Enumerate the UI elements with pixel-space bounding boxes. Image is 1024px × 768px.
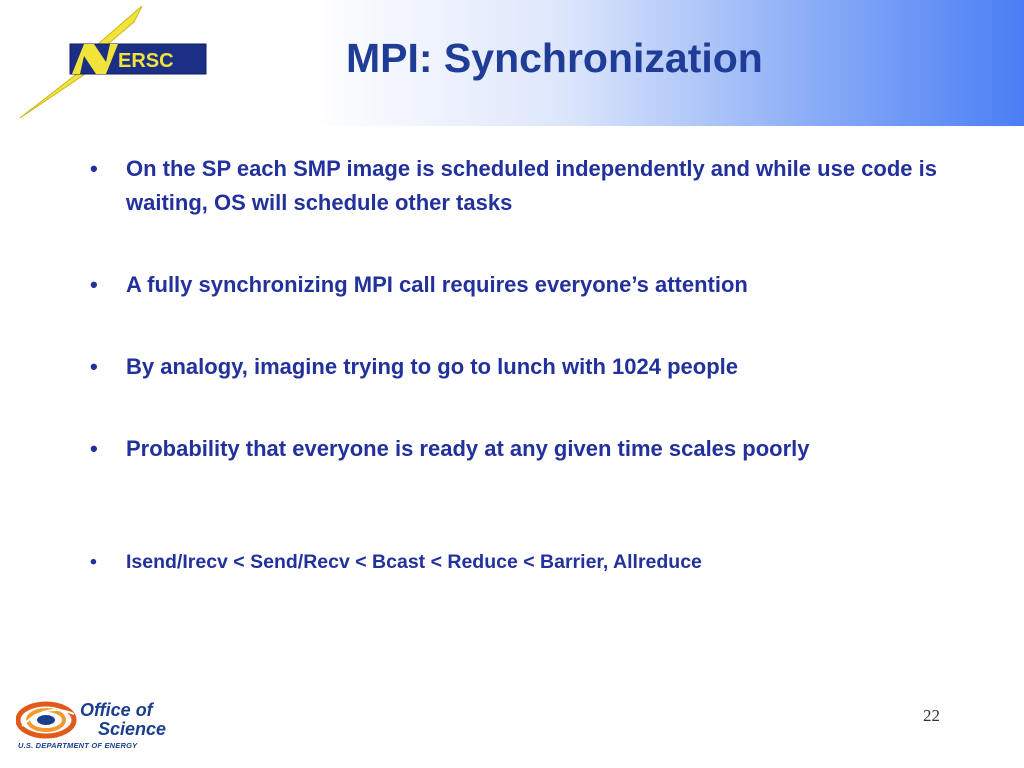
bullet-item [90,547,950,577]
office-of-label: Office of [80,700,153,720]
office-of-science-logo [16,700,176,752]
nersc-logo-text: ERSC [118,50,174,72]
bullet-item [90,152,950,220]
bullet-text: By analogy, imagine trying to go to lunch with 1024 people [126,354,739,379]
bullet-text: A fully synchronizing MPI call requires everyone’s attention [126,272,748,297]
bullet-item [90,350,950,384]
science-label: Science [98,719,167,739]
page-number: 22 [923,706,940,725]
bullet-text: Isend/Irecv < Send/Recv < Bcast < Reduce < Barrier, Allreduce [126,551,702,573]
bullet-dot: • [90,156,98,181]
department-label: U.S. DEPARTMENT OF ENERGY [18,741,138,750]
bullet-dot: • [90,551,97,573]
bullet-item [90,268,950,302]
bullet-item [90,432,950,466]
bullet-dot: • [90,272,98,297]
bullet-text: Probability that everyone is ready at any given time scales poorly [126,436,810,461]
slide-title: MPI: Synchronization [346,35,763,81]
bullet-dot: • [90,436,98,461]
bullet-dot: • [90,354,98,379]
doe-swirl-icon [16,700,80,740]
bullet-text: On the SP each SMP image is scheduled independently and while use code is waiting, OS will schedule other tasks [126,156,937,215]
